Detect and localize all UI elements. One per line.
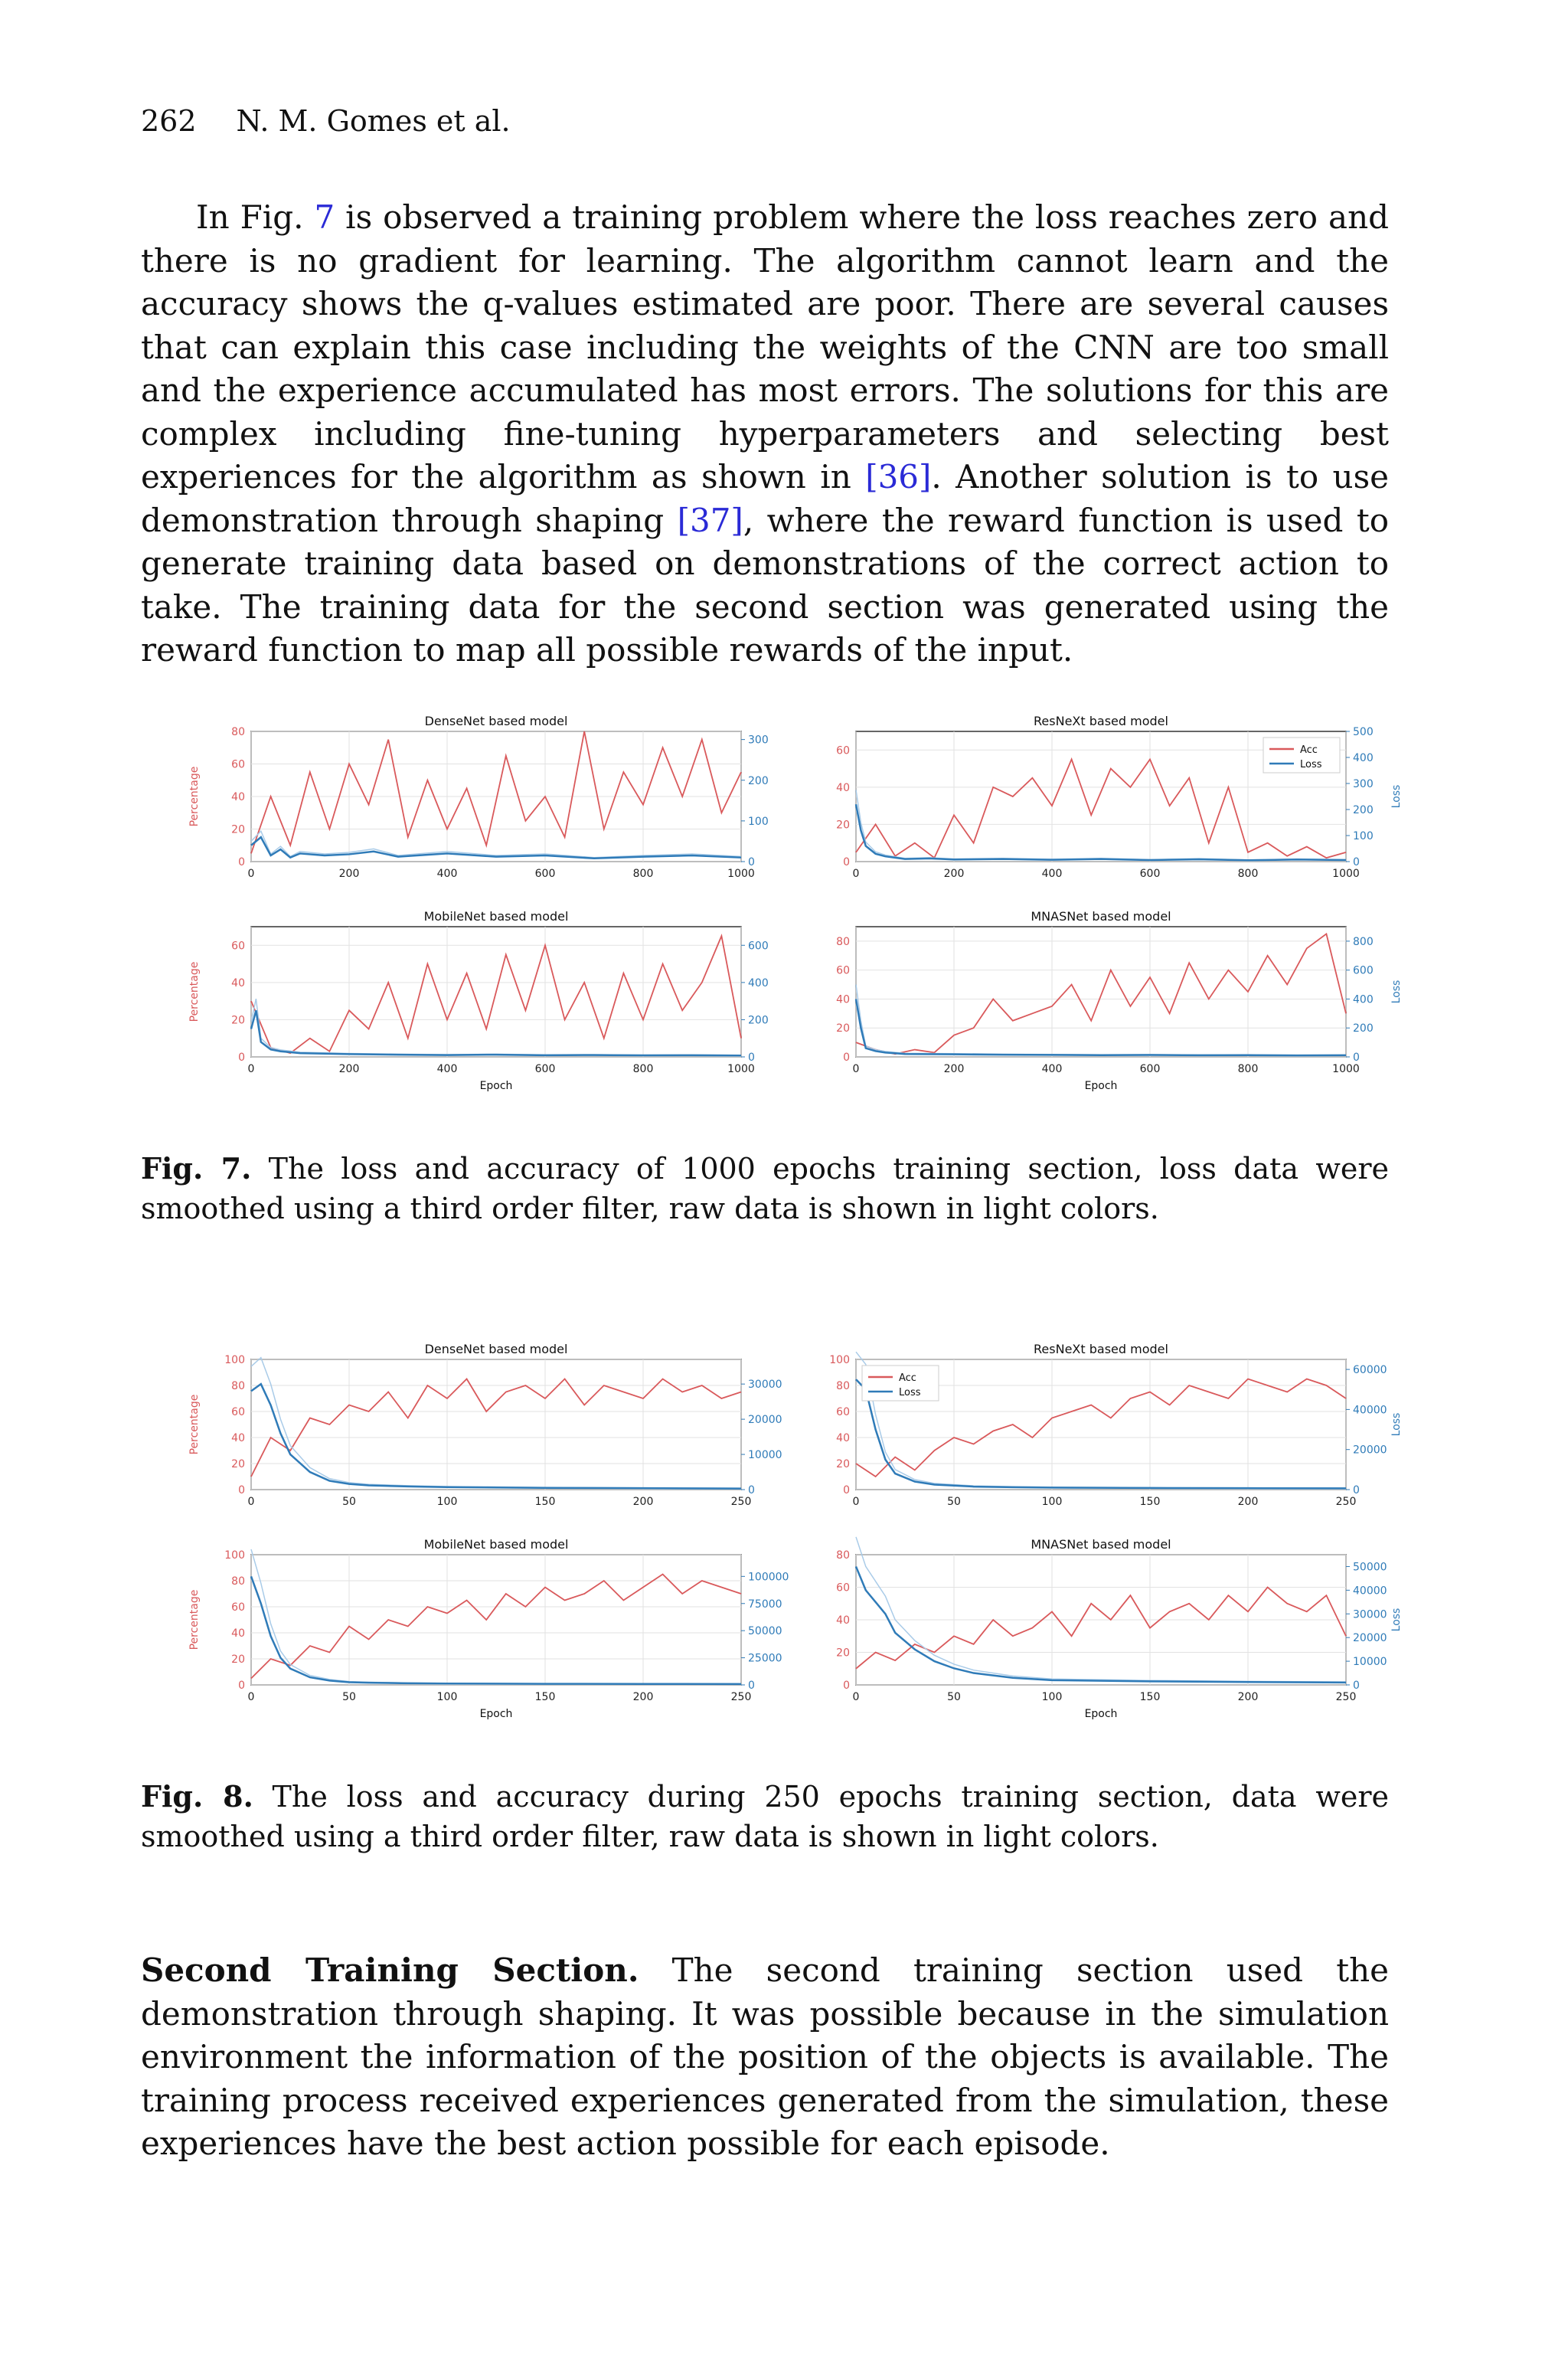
x-tick-label: 200 (943, 868, 965, 880)
y-tick-label: 80 (231, 1380, 245, 1392)
x-tick-label: 0 (247, 1496, 255, 1508)
running-header (141, 104, 511, 138)
y2-tick-label: 200 (748, 774, 769, 787)
chart-title: ResNeXt based model (1034, 1342, 1168, 1356)
y2-tick-label: 200 (748, 1014, 769, 1027)
citation-37[interactable]: [37] (677, 501, 743, 539)
chart-fig7-mobilenet (188, 909, 769, 1092)
chart-fig8-resnext (829, 1342, 1403, 1508)
x-tick-label: 250 (730, 1496, 752, 1508)
plot-frame (251, 1359, 741, 1490)
y-tick-label: 80 (836, 935, 850, 948)
y-tick-label: 60 (836, 1582, 850, 1595)
chart-fig7-densenet (188, 714, 769, 880)
y-tick-label: 20 (231, 1653, 245, 1666)
y-tick-label: 40 (836, 993, 850, 1006)
y-tick-label: 0 (843, 1052, 850, 1064)
y2-tick-label: 300 (748, 734, 769, 747)
p1-text-1: In Fig. (196, 198, 304, 236)
y-tick-label: 60 (231, 1601, 245, 1614)
p1-text-4: , where the reward function is used to generate training data based on demonstrations of the correct action to take. The training data for the second section was generated using the reward function to map all possible rewards of the input. (141, 501, 1389, 669)
p1-text-2: is observed a training problem where the loss reaches zero and there is no gradient for learning. The algorithm cannot learn and the accuracy shows the q-values estimated are poor. There are several causes that can explain this case including the weights of the CNN are too small and the experience accumulated has most errors. The solutions for this are complex including fine-tuning hyperparameters and selecting best experiences for the algorithm as shown in (141, 198, 1389, 496)
y2-tick-label: 0 (748, 1680, 755, 1692)
y2-tick-label: 20000 (1353, 1632, 1387, 1645)
y-tick-label: 0 (238, 1680, 245, 1692)
x-tick-label: 600 (1139, 1063, 1161, 1075)
fig7-caption-text: The loss and accuracy of 1000 epochs training section, loss data were smoothed using a third order filter, raw data is shown in light colors. (141, 1152, 1389, 1225)
y-tick-label: 40 (231, 1627, 245, 1640)
y-tick-label: 80 (231, 1575, 245, 1588)
x-tick-label: 200 (943, 1063, 965, 1075)
x-tick-label: 600 (534, 1063, 556, 1075)
y2-tick-label: 10000 (1353, 1656, 1387, 1669)
legend-label: Loss (899, 1387, 921, 1398)
y-tick-label: 100 (829, 1354, 850, 1366)
y2-tick-label: 50000 (748, 1625, 782, 1638)
y2-tick-label: 60000 (1353, 1364, 1387, 1377)
x-tick-label: 400 (1041, 868, 1063, 880)
y2-tick-label: 40000 (1353, 1585, 1387, 1598)
figure-ref-7[interactable]: 7 (314, 198, 335, 236)
x-tick-label: 100 (1041, 1691, 1063, 1703)
x-axis-label: Epoch (479, 1708, 513, 1720)
x-tick-label: 400 (436, 868, 458, 880)
y2-tick-label: 0 (748, 856, 755, 868)
x-tick-label: 0 (247, 868, 255, 880)
y-tick-label: 60 (231, 758, 245, 771)
x-tick-label: 100 (436, 1496, 458, 1508)
y-tick-label: 60 (836, 744, 850, 757)
y-tick-label: 60 (231, 1406, 245, 1418)
x-tick-label: 1000 (727, 1063, 755, 1075)
chart-title: MNASNet based model (1031, 909, 1171, 924)
y-axis-label: Percentage (188, 1589, 201, 1650)
fig8-caption (141, 1777, 1389, 1856)
legend-label: Acc (899, 1372, 916, 1384)
x-tick-label: 200 (1237, 1496, 1259, 1508)
figure-8 (144, 1329, 1403, 1742)
x-axis-label: Epoch (479, 1080, 513, 1092)
y2-tick-label: 40000 (1353, 1404, 1387, 1417)
y2-tick-label: 0 (748, 1484, 755, 1496)
y2-tick-label: 400 (1353, 752, 1374, 764)
y2-tick-label: 0 (1353, 856, 1360, 868)
x-tick-label: 1000 (727, 868, 755, 880)
y-tick-label: 60 (836, 1406, 850, 1418)
y2-tick-label: 25000 (748, 1652, 782, 1665)
y2-axis-label: Loss (1390, 784, 1403, 809)
x-tick-label: 0 (852, 1063, 860, 1075)
x-tick-label: 800 (1237, 1063, 1259, 1075)
x-tick-label: 400 (436, 1063, 458, 1075)
x-tick-label: 250 (1335, 1691, 1357, 1703)
y2-tick-label: 300 (1353, 778, 1374, 790)
y-tick-label: 80 (836, 1549, 850, 1562)
y2-tick-label: 50000 (1353, 1561, 1387, 1574)
x-tick-label: 50 (947, 1691, 961, 1703)
legend-label: Acc (1300, 744, 1318, 756)
y2-tick-label: 500 (1353, 726, 1374, 738)
x-tick-label: 0 (852, 1691, 860, 1703)
y2-tick-label: 20000 (748, 1414, 782, 1427)
y-tick-label: 100 (224, 1354, 245, 1366)
y2-tick-label: 0 (1353, 1052, 1360, 1064)
y2-tick-label: 100 (748, 815, 769, 828)
y-tick-label: 40 (836, 1614, 850, 1627)
x-tick-label: 150 (534, 1691, 556, 1703)
y-axis-label: Percentage (188, 1394, 201, 1455)
y2-tick-label: 100 (1353, 830, 1374, 842)
y2-tick-label: 200 (1353, 804, 1374, 816)
x-axis-label: Epoch (1084, 1708, 1118, 1720)
y-tick-label: 40 (231, 1432, 245, 1444)
p1-text-3: . Another solution is to use demonstration through shaping (141, 458, 1389, 539)
x-tick-label: 150 (1139, 1496, 1161, 1508)
x-tick-label: 600 (534, 868, 556, 880)
y-tick-label: 40 (231, 976, 245, 989)
page-number: 262 (141, 104, 197, 138)
x-tick-label: 0 (852, 868, 860, 880)
y2-tick-label: 400 (1353, 993, 1374, 1006)
x-tick-label: 400 (1041, 1063, 1063, 1075)
x-tick-label: 0 (852, 1496, 860, 1508)
p2-text: The second training section used the demonstration through shaping. It was possible because in the simulation environment the information of the position of the objects is available. The training process received experiences generated from the simulation, these experiences have the best action possible for each episode. (141, 1951, 1389, 2162)
y2-tick-label: 0 (1353, 1680, 1360, 1692)
x-tick-label: 50 (947, 1496, 961, 1508)
y2-axis-label: Loss (1390, 1608, 1403, 1632)
y2-tick-label: 75000 (748, 1598, 782, 1611)
y2-axis-label: Loss (1390, 1412, 1403, 1437)
y2-tick-label: 20000 (1353, 1444, 1387, 1457)
x-tick-label: 1000 (1332, 1063, 1360, 1075)
y2-tick-label: 200 (1353, 1022, 1374, 1035)
x-tick-label: 200 (338, 868, 360, 880)
y2-tick-label: 0 (748, 1052, 755, 1064)
x-tick-label: 150 (534, 1496, 556, 1508)
y2-tick-label: 30000 (748, 1379, 782, 1392)
x-tick-label: 800 (1237, 868, 1259, 880)
fig8-caption-text: The loss and accuracy during 250 epochs training section, data were smoothed using a third order filter, raw data is shown in light colors. (141, 1780, 1389, 1853)
y-axis-label: Percentage (188, 961, 201, 1022)
fig7-caption (141, 1149, 1389, 1228)
legend-label: Loss (1300, 759, 1322, 770)
y2-tick-label: 800 (1353, 935, 1374, 948)
y2-tick-label: 600 (748, 940, 769, 953)
y-tick-label: 0 (238, 1484, 245, 1496)
chart-title: DenseNet based model (424, 1342, 568, 1356)
y-tick-label: 20 (836, 1022, 850, 1035)
y-tick-label: 0 (843, 1680, 850, 1692)
y-axis-label: Percentage (188, 766, 201, 827)
y-tick-label: 60 (231, 940, 245, 953)
y-tick-label: 0 (843, 856, 850, 868)
x-tick-label: 600 (1139, 868, 1161, 880)
x-tick-label: 50 (342, 1496, 356, 1508)
y-tick-label: 100 (224, 1549, 245, 1562)
y-tick-label: 40 (836, 781, 850, 794)
plot-frame (251, 1555, 741, 1685)
y-tick-label: 80 (836, 1380, 850, 1392)
chart-fig7-resnext (836, 714, 1403, 880)
chart-title: DenseNet based model (424, 714, 568, 728)
y-tick-label: 0 (238, 856, 245, 868)
x-tick-label: 250 (730, 1691, 752, 1703)
x-tick-label: 1000 (1332, 868, 1360, 880)
paragraph-fig7-discussion (141, 196, 1389, 672)
y-tick-label: 20 (231, 1014, 245, 1027)
paragraph-second-training (141, 1949, 1389, 2166)
y2-tick-label: 400 (748, 976, 769, 989)
y2-tick-label: 600 (1353, 964, 1374, 977)
x-tick-label: 200 (1237, 1691, 1259, 1703)
x-tick-label: 200 (338, 1063, 360, 1075)
running-authors: N. M. Gomes et al. (236, 104, 511, 138)
y-tick-label: 0 (843, 1484, 850, 1496)
section-heading: Second Training Section. (141, 1951, 639, 1989)
x-tick-label: 100 (436, 1691, 458, 1703)
y-tick-label: 40 (231, 791, 245, 803)
x-tick-label: 250 (1335, 1496, 1357, 1508)
chart-fig7-mnasnet (836, 909, 1403, 1092)
citation-36[interactable]: [36] (865, 458, 932, 496)
x-tick-label: 200 (632, 1496, 654, 1508)
y-tick-label: 0 (238, 1052, 245, 1064)
y-tick-label: 20 (836, 819, 850, 832)
x-tick-label: 200 (632, 1691, 654, 1703)
x-axis-label: Epoch (1084, 1080, 1118, 1092)
x-tick-label: 800 (632, 1063, 654, 1075)
fig7-caption-label: Fig. 7. (141, 1151, 252, 1186)
plot-frame (856, 927, 1346, 1057)
chart-fig8-mobilenet (188, 1537, 789, 1720)
y-tick-label: 20 (231, 823, 245, 836)
chart-title: MobileNet based model (423, 1537, 569, 1552)
fig8-caption-label: Fig. 8. (141, 1779, 253, 1814)
y-tick-label: 20 (836, 1647, 850, 1660)
y2-tick-label: 30000 (1353, 1608, 1387, 1621)
y2-tick-label: 10000 (748, 1449, 782, 1462)
chart-fig8-mnasnet (836, 1537, 1403, 1720)
x-tick-label: 50 (342, 1691, 356, 1703)
y-tick-label: 40 (836, 1432, 850, 1444)
chart-title: MobileNet based model (423, 909, 569, 924)
x-tick-label: 0 (247, 1691, 255, 1703)
y2-axis-label: Loss (1390, 980, 1403, 1004)
chart-fig8-densenet (188, 1342, 782, 1508)
y2-tick-label: 100000 (748, 1571, 789, 1584)
x-tick-label: 100 (1041, 1496, 1063, 1508)
x-tick-label: 800 (632, 868, 654, 880)
y-tick-label: 60 (836, 964, 850, 977)
figure-7 (144, 701, 1403, 1114)
chart-title: MNASNet based model (1031, 1537, 1171, 1552)
y-tick-label: 20 (231, 1458, 245, 1470)
y-tick-label: 20 (836, 1458, 850, 1470)
x-tick-label: 150 (1139, 1691, 1161, 1703)
y-tick-label: 80 (231, 726, 245, 738)
x-tick-label: 0 (247, 1063, 255, 1075)
y2-tick-label: 0 (1353, 1484, 1360, 1496)
chart-title: ResNeXt based model (1034, 714, 1168, 728)
